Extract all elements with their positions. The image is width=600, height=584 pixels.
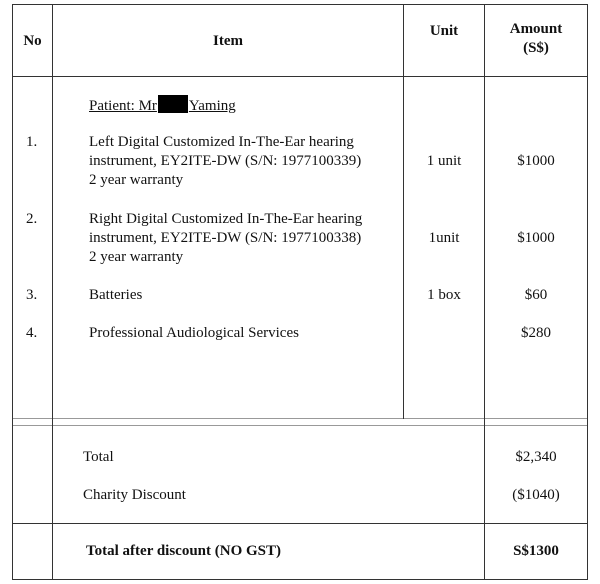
item-4-no: 4. <box>26 325 38 341</box>
item-2-line2: instrument, EY2ITE-DW (S/N: 1977100338) <box>89 230 362 246</box>
header-divider <box>12 76 588 77</box>
col-divider-no <box>52 4 53 580</box>
item-1-no: 1. <box>26 134 38 150</box>
summary-divider-1 <box>12 418 588 419</box>
item-1-amount: $1000 <box>517 153 555 169</box>
total-value: $2,340 <box>515 449 557 465</box>
header-amount-line1: Amount <box>509 21 563 37</box>
final-label: Total after discount (NO GST) <box>86 543 282 559</box>
redaction-block <box>158 95 188 113</box>
discount-label: Charity Discount <box>83 487 186 503</box>
item-3-no: 3. <box>26 287 38 303</box>
header-item: Item <box>213 33 243 49</box>
item-2-line3: 2 year warranty <box>89 249 184 265</box>
item-2-line1: Right Digital Customized In-The-Ear hearing <box>89 211 363 227</box>
final-divider <box>12 523 588 524</box>
item-2-unit: 1unit <box>428 230 460 246</box>
item-3-unit: 1 box <box>427 287 461 303</box>
col-divider-unit <box>403 4 404 419</box>
item-3-line1: Batteries <box>89 287 143 303</box>
summary-divider-2 <box>12 425 588 426</box>
patient-line <box>89 95 236 116</box>
item-1-line1: Left Digital Customized In-The-Ear hearing <box>89 134 354 150</box>
item-4-line1: Professional Audiological Services <box>89 325 299 341</box>
item-4-amount: $280 <box>521 325 551 341</box>
item-3-amount: $60 <box>524 287 548 303</box>
item-1-line2: instrument, EY2ITE-DW (S/N: 1977100339) <box>89 153 362 169</box>
patient-prefix: Patient: Mr <box>89 98 157 114</box>
header-amount-line2: (S$) <box>523 40 549 56</box>
table-border-left <box>12 4 13 580</box>
discount-value: ($1040) <box>512 487 560 503</box>
item-1-line3: 2 year warranty <box>89 172 184 188</box>
table-border-top <box>12 4 588 5</box>
item-2-no: 2. <box>26 211 38 227</box>
item-1-unit: 1 unit <box>426 153 462 169</box>
table-border-bottom <box>12 579 588 580</box>
total-label: Total <box>83 449 114 465</box>
header-no: No <box>23 33 42 49</box>
item-2-amount: $1000 <box>517 230 555 246</box>
header-unit: Unit <box>429 23 459 39</box>
table-border-right <box>587 4 588 580</box>
patient-name: Yaming <box>188 98 236 114</box>
final-value: S$1300 <box>513 543 559 559</box>
